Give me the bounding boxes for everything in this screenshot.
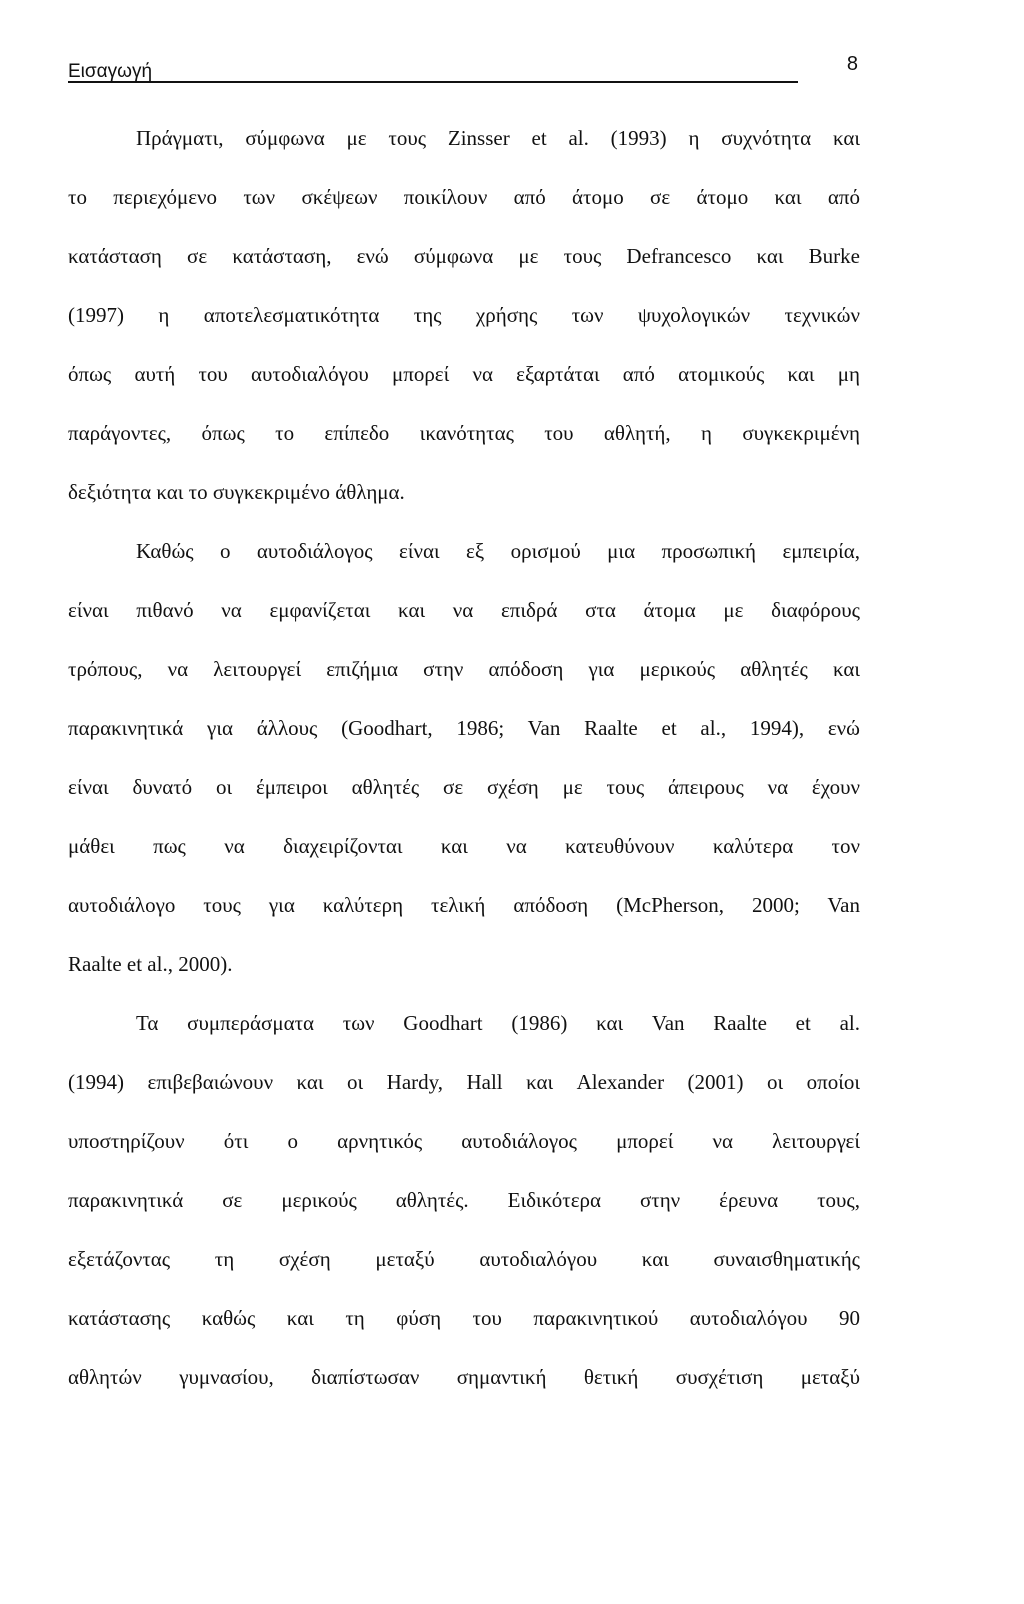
- text-line: όπως αυτή του αυτοδιαλόγου μπορεί να εξαρτάται από ατομικούς και μη: [68, 362, 860, 386]
- text-line: κατάσταση σε κατάσταση, ενώ σύμφωνα με τους Defrancesco και Burke: [68, 244, 860, 268]
- text-line: εξετάζοντας τη σχέση μεταξύ αυτοδιαλόγου και συναισθηματικής: [68, 1247, 860, 1271]
- text-line: μάθει πως να διαχειρίζονται και να κατευθύνουν καλύτερα τον: [68, 834, 860, 858]
- text-line: το περιεχόμενο των σκέψεων ποικίλουν από άτομο σε άτομο και από: [68, 185, 860, 209]
- text-line: Καθώς ο αυτοδιάλογος είναι εξ ορισμού μια προσωπική εμπειρία,: [136, 539, 860, 563]
- text-line: αυτοδιάλογο τους για καλύτερη τελική απόδοση (McPherson, 2000; Van: [68, 893, 860, 917]
- text-line: τρόπους, να λειτουργεί επιζήμια στην απόδοση για μερικούς αθλητές και: [68, 657, 860, 681]
- text-line: Raalte et al., 2000).: [68, 952, 233, 976]
- text-line: δεξιότητα και το συγκεκριμένο άθλημα.: [68, 480, 405, 504]
- text-line: αθλητών γυμνασίου, διαπίστωσαν σημαντική θετική συσχέτιση μεταξύ: [68, 1365, 860, 1389]
- text-line: (1997) η αποτελεσματικότητα της χρήσης των ψυχολογικών τεχνικών: [68, 303, 860, 327]
- text-line: παράγοντες, όπως το επίπεδο ικανότητας του αθλητή, η συγκεκριμένη: [68, 421, 860, 445]
- page-header: [68, 52, 860, 86]
- text-line: είναι πιθανό να εμφανίζεται και να επιδρά στα άτομα με διαφόρους: [68, 598, 860, 622]
- header-rule: [68, 81, 798, 83]
- text-line: κατάστασης καθώς και τη φύση του παρακινητικού αυτοδιαλόγου 90: [68, 1306, 860, 1330]
- body-text: [68, 118, 860, 1416]
- text-line: (1994) επιβεβαιώνουν και οι Hardy, Hall και Alexander (2001) οι οποίοι: [68, 1070, 860, 1094]
- text-line: Πράγματι, σύμφωνα με τους Zinsser et al. (1993) η συχνότητα και: [136, 126, 860, 150]
- text-line: παρακινητικά σε μερικούς αθλητές. Ειδικότερα στην έρευνα τους,: [68, 1188, 860, 1212]
- section-title: Εισαγωγή: [68, 61, 153, 82]
- text-line: υποστηρίζουν ότι ο αρνητικός αυτοδιάλογος μπορεί να λειτουργεί: [68, 1129, 860, 1153]
- text-line: παρακινητικά για άλλους (Goodhart, 1986; Van Raalte et al., 1994), ενώ: [68, 716, 860, 740]
- text-line: είναι δυνατό οι έμπειροι αθλητές σε σχέση με τους άπειρους να έχουν: [68, 775, 860, 799]
- page-number: 8: [846, 53, 858, 75]
- text-line: Τα συμπεράσματα των Goodhart (1986) και Van Raalte et al.: [136, 1011, 860, 1035]
